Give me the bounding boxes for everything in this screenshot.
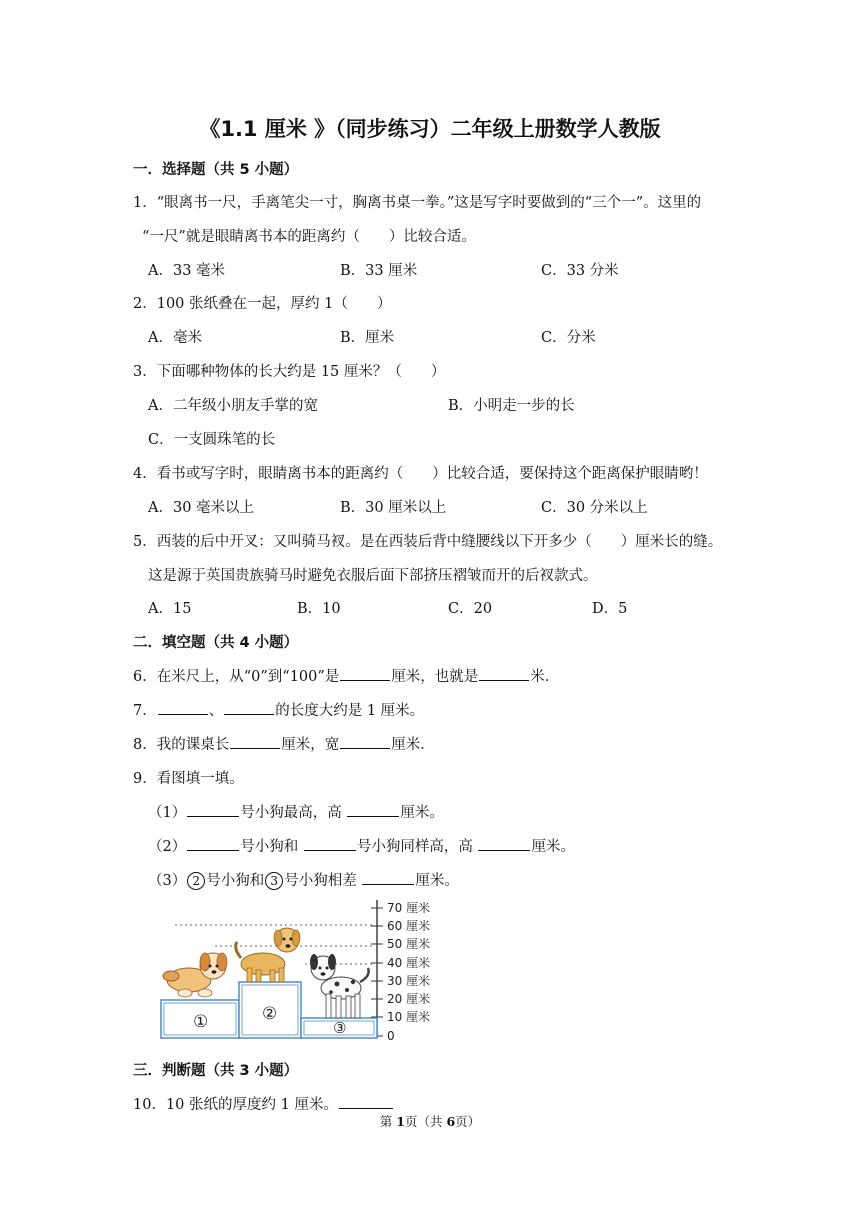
q9-sub2-blank-1[interactable] [187,838,239,851]
q9-sub2-part3: 号小狗同样高，高 [356,839,478,855]
q5-option-d: D．5 [592,601,628,617]
q1-option-c: C．33 分米 [541,263,619,279]
q7-text [133,699,424,720]
q9-sub1-blank-2[interactable] [347,804,399,817]
q4-text: 4．看书或写字时，眼睛离书本的距离约（ ）比较合适，要保持这个距离保护眼睛哟！ [133,466,708,482]
q6-part3: 米． [530,669,560,685]
ruler-label-10: 10 厘米 [387,1010,431,1024]
circled-number-3: 3 [265,872,283,890]
circled-number-2: 2 [187,872,205,890]
q5-text-line1: 5．西装的后中开叉：又叫骑马衩。是在西装后背中缝腰线以下开多少（ ）厘米长的缝。 [133,534,723,550]
q7-part1: 7． [133,703,157,719]
dog-2-illustration [236,928,300,982]
q9-sub2-blank-3[interactable] [478,838,530,851]
ruler-label-0: 0 [387,1029,395,1043]
q9-sub3-blank-1[interactable] [362,872,414,885]
q4-option-c: C．30 分米以上 [541,500,648,516]
q4-option-b: B．30 厘米以上 [340,500,447,516]
q7-blank-2[interactable] [224,702,274,715]
q6-text [133,665,559,686]
q9-sub3-part1: （3） [148,873,187,889]
ruler-label-40: 40 厘米 [387,956,431,970]
q9-sub1-part3: 厘米。 [400,805,444,821]
podium-label-2: ② [262,1004,278,1024]
q9-sub3-part2: 号小狗和 [206,873,265,889]
q8-blank-2[interactable] [340,736,390,749]
ruler-label-50: 50 厘米 [387,937,431,951]
podium-label-1: ① [193,1012,209,1032]
q5-option-a: A．15 [148,601,192,617]
page-footer [0,1112,860,1130]
ruler-label-60: 60 厘米 [387,919,431,933]
q9-sub2-part4: 厘米。 [531,839,575,855]
q1-text-line1: 1．“眼离书一尺，手离笔尖一寸，胸离书桌一拳。”这是写字时要做到的“三个一”。这里的 [133,195,702,211]
q9-sub1-part1: （1） [148,805,187,821]
q2-option-a: A．毫米 [148,330,202,346]
q7-part2: 、 [208,703,224,719]
q6-blank-2[interactable] [479,668,529,681]
q9-sub2 [148,835,575,856]
q5-option-c: C．20 [448,601,493,617]
q8-part3: 厘米． [391,737,435,753]
q10-text [133,1093,394,1114]
q9-sub2-part2: 号小狗和 [240,839,303,855]
q8-text [133,733,435,754]
q8-blank-1[interactable] [230,736,280,749]
q9-sub1 [148,801,444,822]
ruler-label-30: 30 厘米 [387,974,431,988]
footer-part2: 页（共 [404,1114,447,1129]
q9-sub3-part3: 号小狗相差 [284,873,362,889]
q1-option-b: B．33 厘米 [340,263,418,279]
footer-part1: 第 [379,1114,397,1129]
q4-option-a: A．30 毫米以上 [148,500,255,516]
footer-part3: 页） [455,1114,481,1129]
q9-sub3-part4: 厘米。 [415,873,459,889]
q8-part2: 厘米，宽 [281,737,340,753]
q3-option-b: B．小明走一步的长 [448,398,575,414]
q2-option-b: B．厘米 [340,330,395,346]
footer-total-pages: 6 [446,1114,456,1129]
q2-text: 2．100 张纸叠在一起，厚约 1（ ） [133,296,392,312]
page-title: 《1.1 厘米 》（同步练习）二年级上册数学人教版 [199,117,661,141]
q6-part2: 厘米，也就是 [391,669,479,685]
q5-text-line2: 这是源于英国贵族骑马时避免衣服后面下部挤压褶皱而开的后衩款式。 [148,568,598,584]
dog-3-illustration [310,954,369,1018]
section-heading-choice: 一．选择题（共 5 小题） [133,162,299,178]
q9-sub1-part2: 号小狗最高，高 [240,805,347,821]
q6-blank-1[interactable] [340,668,390,681]
q7-blank-1[interactable] [158,702,208,715]
q8-part1: 8．我的课桌长 [133,737,230,753]
podium-label-3: ③ [333,1019,347,1037]
q1-option-a: A．33 毫米 [148,263,226,279]
ruler-label-70: 70 厘米 [387,901,431,915]
q9-sub2-part1: （2） [148,839,187,855]
q1-text-line2: “一尺”就是眼睛离书本的距离约（ ）比较合适。 [142,229,476,245]
footer-page-number: 1 [396,1114,405,1129]
dog-1-illustration [163,953,227,997]
q3-option-c: C．一支圆珠笔的长 [148,432,276,448]
q6-part1: 6．在米尺上，从“0”到“100”是 [133,669,340,685]
section-heading-judge: 三．判断题（共 3 小题） [133,1063,299,1079]
q5-option-b: B．10 [297,601,341,617]
q2-option-c: C．分米 [541,330,596,346]
q10-part1: 10．10 张纸的厚度约 1 厘米。 [133,1097,338,1113]
q3-text: 3．下面哪种物体的长大约是 15 厘米？（ ） [133,364,446,380]
q3-option-a: A．二年级小朋友手掌的宽 [148,398,318,414]
q9-text: 9．看图填一填。 [133,771,244,787]
q9-sub1-blank-1[interactable] [187,804,239,817]
q10-blank-1[interactable] [339,1096,393,1109]
ruler-label-20: 20 厘米 [387,992,431,1006]
dogs-height-figure [155,896,455,1044]
q9-sub2-blank-2[interactable] [304,838,356,851]
q7-part3: 的长度大约是 1 厘米。 [275,703,425,719]
section-heading-fill: 二．填空题（共 4 小题） [133,635,299,651]
q9-sub3 [148,869,459,890]
